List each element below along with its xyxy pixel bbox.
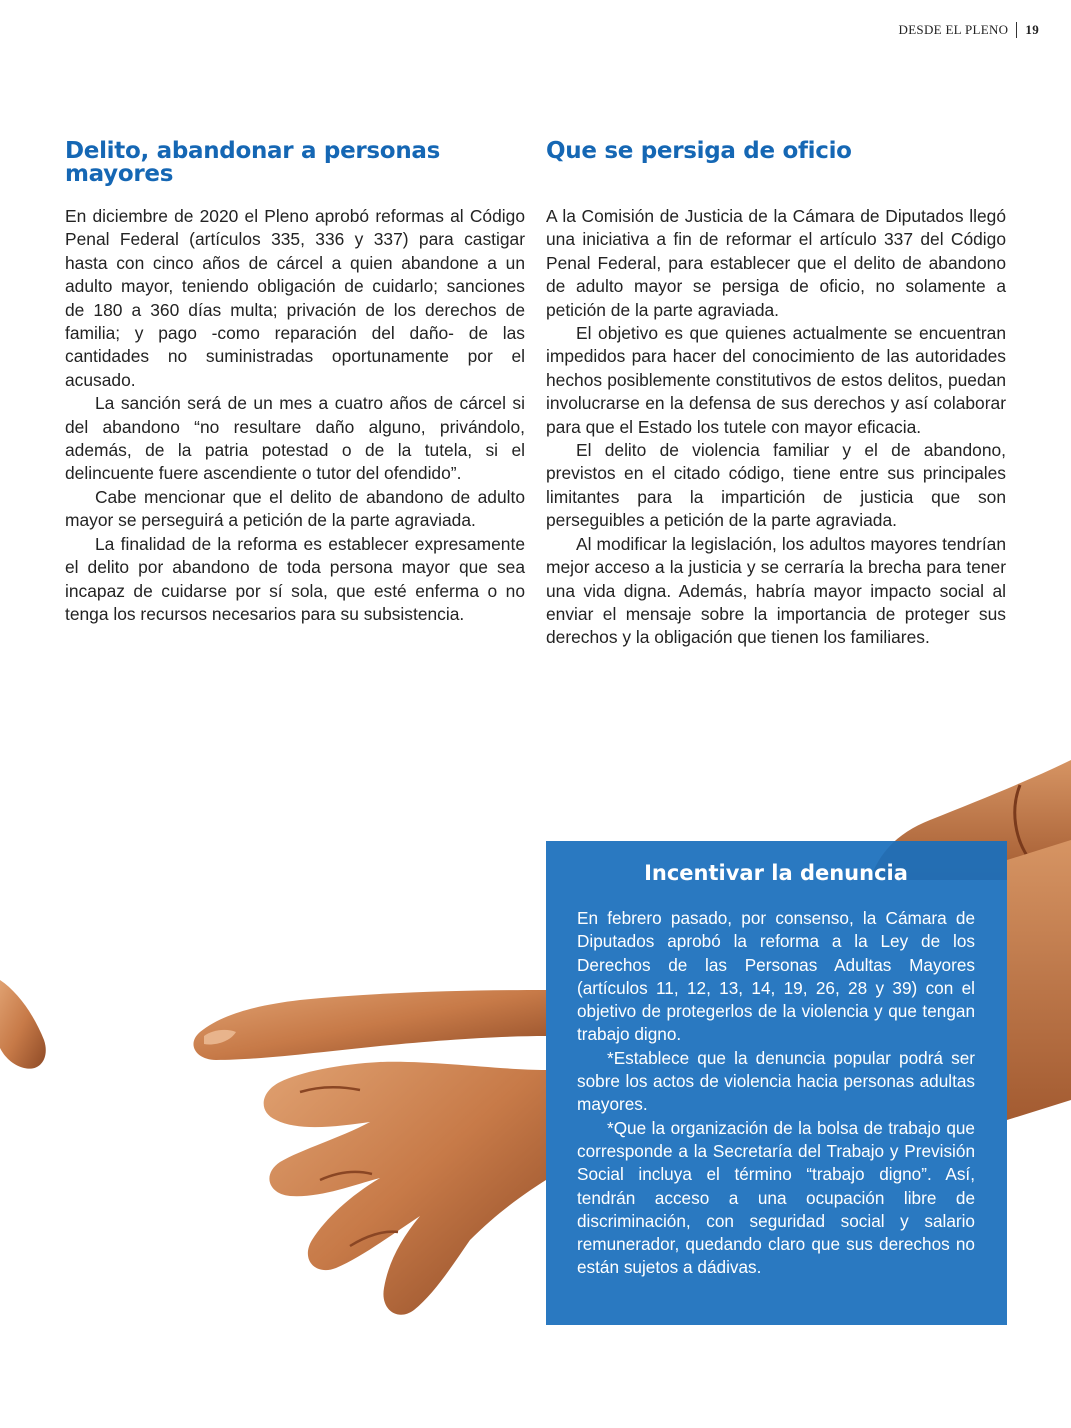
right-paragraph-4: Al modificar la legislación, los adultos mayores tendrían mejor acceso a la justicia y se cerraría la brecha para tener una vida digna. Además, habría mayor impacto social al enviar el mensaje sobre la importancia de proteger sus derechos y la obligación que tienen los familiares. <box>546 533 1006 648</box>
right-paragraph-3: El delito de violencia familiar y el de abandono, previstos en el citado código, tiene entre sus principales limitantes para la impartición de justicia que son perseguibles a petición de la parte agraviada. <box>546 440 1006 531</box>
left-fingertip <box>0 980 46 1069</box>
header-divider <box>1016 22 1017 38</box>
left-heading: Delito, abandonar a personas mayores <box>65 138 440 187</box>
index-finger <box>193 990 546 1060</box>
left-paragraph-1: En diciembre de 2020 el Pleno aprobó reformas al Código Penal Federal (artículos 335, 336 y 337) para castigar hasta con cinco años de cárcel a quien abandone a un adulto mayor, teniendo obligación de cuidarlo; sanciones de 180 a 360 días multa; privación de los derechos de familia; y pago -como reparación del daño- de las cantidades no suministradas oportunamente por el acusado. <box>65 206 525 390</box>
page-number: 19 <box>1025 22 1039 37</box>
box-paragraph-3: *Que la organización de la bolsa de trabajo que corresponde a la Secretaría del Trabajo y Previsión Social incluya el término “trabajo digno”. Así, tendrán acceso a una ocupación libre de discriminación, con seguridad social y salario remunerador, quedando claro que sus derechos no están sujetos a dádivas. <box>577 1117 975 1278</box>
right-paragraph-2: El objetivo es que quienes actualmente se encuentran impedidos para hacer del conocimiento de las autoridades hechos posiblemente constitutivos de estos delitos, puedan involucrarse en la defensa de sus derechos y así colaborar para que el Estado los tutele con mayor eficacia. <box>546 323 1006 437</box>
right-heading: Que se persiga de oficio <box>546 138 852 164</box>
box-paragraph-2: *Establece que la denuncia popular podrá ser sobre los actos de violencia hacia personas adultas mayores. <box>577 1047 975 1115</box>
left-body <box>65 205 525 626</box>
running-header <box>899 22 1040 38</box>
hand-right-part <box>1007 840 1071 1120</box>
left-column <box>65 140 525 626</box>
box-heading: Incentivar la denuncia <box>644 861 908 885</box>
right-paragraph-1: A la Comisión de Justicia de la Cámara de Diputados llegó una iniciativa a fin de reformar el artículo 337 del Código Penal Federal, para establecer que el delito de abandono de adulto mayor se persiga de oficio, no solamente a petición de la parte agraviada. <box>546 206 1006 320</box>
right-body <box>546 205 1006 650</box>
left-paragraph-4: La finalidad de la reforma es establecer expresamente el delito por abandono de toda persona mayor que sea incapaz de cuidarse por sí sola, que esté enferma o no tenga los recursos necesarios para su subsistencia. <box>65 533 525 624</box>
hand-body <box>264 1062 546 1315</box>
box-paragraph-1: En febrero pasado, por consenso, la Cámara de Diputados aprobó la reforma a la Ley de los Derechos de las Personas Adultas Mayores (artículos 11, 12, 13, 14, 19, 26, 28 y 39) con el objetivo de protegerlos de la violencia y que tengan trabajo digno. <box>577 908 975 1045</box>
section-title: DESDE EL PLENO <box>898 22 1009 37</box>
sidebar-box <box>546 841 1007 1325</box>
left-paragraph-3: Cabe mencionar que el delito de abandono de adulto mayor se perseguirá a petición de la parte agraviada. <box>65 486 525 531</box>
right-column <box>546 140 1006 650</box>
left-paragraph-2: La sanción será de un mes a cuatro años de cárcel si del abandono “no resultare daño alguno, privándolo, además, de la patria potestad o de la tutela, si el delincuente fuere ascendiente o tutor del ofendido”. <box>65 393 525 484</box>
